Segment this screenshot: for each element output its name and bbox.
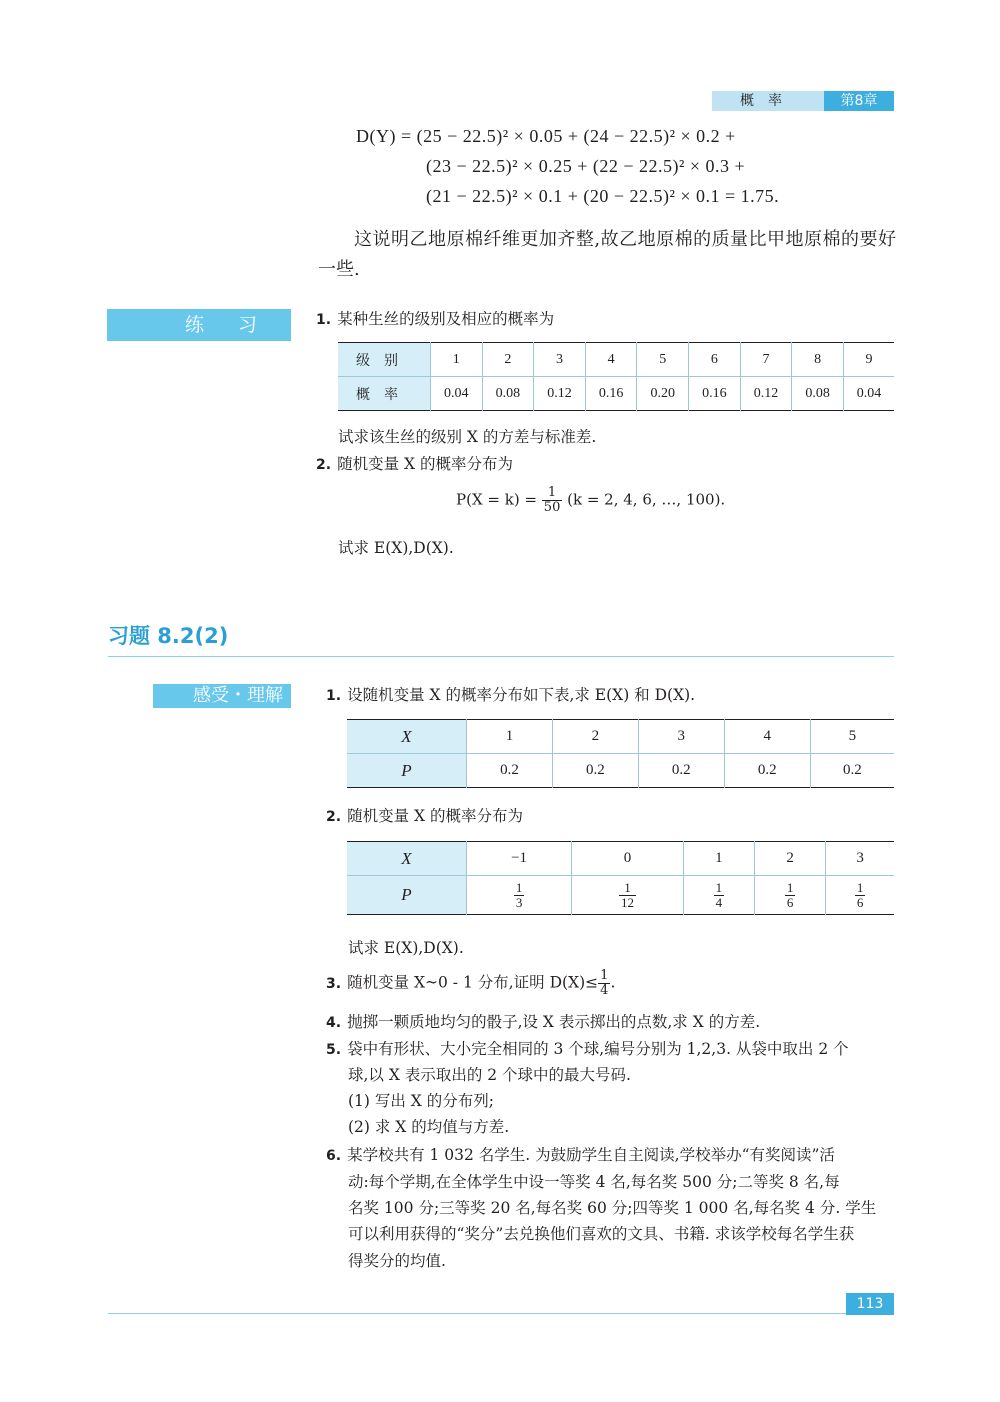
question-number: 5. [326, 1042, 342, 1058]
practice-q1-instruction: 试求该生丝的级别 X 的方差与标准差. [338, 428, 597, 446]
numerator: 1 [715, 879, 723, 895]
exercise-q2-instruction: 试求 E(X),D(X). [348, 939, 464, 957]
denominator: 4 [600, 983, 609, 998]
question-text: 设随机变量 X 的概率分布如下表,求 E(X) 和 D(X). [347, 686, 696, 704]
conclusion-paragraph: 这说明乙地原棉纤维更加齐整,故乙地原棉的质量比甲地原棉的要好一些. [318, 229, 896, 280]
table-cell: 0.12 [740, 377, 792, 411]
table-cell [572, 876, 684, 915]
denominator: 4 [715, 894, 723, 910]
question-text: 随机变量 X 的概率分布为 [347, 807, 523, 825]
exercise-question-5 [326, 1037, 849, 1062]
exercise-q6-line-3: 名奖 100 分;三等奖 20 名,每名奖 60 分;四等奖 1 000 名,每名奖 4 分. 学生 [348, 1199, 877, 1217]
table-cell: 1 [683, 842, 754, 876]
table-cell: 0.04 [843, 377, 894, 411]
table-cell: 3 [826, 842, 894, 876]
table-cell: 4 [724, 720, 810, 754]
chapter-name: 概率 [712, 91, 824, 111]
row-header-grade: 级别 [338, 343, 431, 377]
question-number: 3. [326, 975, 342, 992]
table-cell [467, 876, 572, 915]
page-number: 113 [846, 1293, 894, 1315]
question-number: 1. [326, 688, 342, 704]
table-cell: 0.08 [792, 377, 844, 411]
table-cell: 0.20 [637, 377, 689, 411]
table-cell: 0.2 [552, 754, 638, 788]
question-text: 某种生丝的级别及相应的概率为 [337, 310, 555, 328]
question-number: 4. [326, 1015, 342, 1031]
table-cell: 8 [792, 343, 844, 377]
practice-q2-instruction: 试求 E(X),D(X). [338, 539, 454, 557]
table-row [347, 842, 894, 876]
question-end: . [610, 973, 616, 992]
fraction [619, 881, 636, 910]
numerator: 1 [619, 881, 636, 896]
question-text: 抛掷一颗质地均匀的骰子,设 X 表示掷出的点数,求 X 的方差. [347, 1013, 761, 1031]
question-number: 2. [326, 809, 342, 825]
variance-line-2: (23 − 22.5)² × 0.25 + (22 − 22.5)² × 0.3 + [426, 156, 746, 176]
practice-question-2 [316, 452, 513, 477]
question-text: 随机变量 X 的概率分布为 [337, 455, 513, 473]
fraction [855, 881, 866, 910]
exercise-q5-sub-1: (1) 写出 X 的分布列; [348, 1092, 494, 1110]
numerator: 1 [786, 879, 794, 895]
table-cell: 0.2 [810, 754, 894, 788]
denominator: 6 [856, 894, 864, 910]
numerator: 1 [515, 879, 523, 895]
table-row [347, 720, 894, 754]
fraction [714, 881, 725, 910]
practice-tag: 练 习 [107, 309, 291, 341]
exercise-question-4 [326, 1010, 760, 1035]
table-cell: 0.16 [689, 377, 741, 411]
table-cell: 7 [740, 343, 792, 377]
table-cell: 1 [431, 343, 483, 377]
table-cell: 5 [637, 343, 689, 377]
exercise-question-6 [326, 1143, 835, 1168]
exercise-q5-line-2: 球,以 X 表示取出的 2 个球中的最大号码. [348, 1066, 631, 1084]
row-header-x: X [347, 720, 467, 754]
row-header-p: P [347, 876, 467, 915]
table-cell: 1 [467, 720, 553, 754]
numerator: 1 [856, 879, 864, 895]
table-cell: 9 [843, 343, 894, 377]
formula-left: P(X = k) = [456, 490, 538, 509]
table-row [347, 754, 894, 788]
table-cell: 0.08 [482, 377, 534, 411]
numerator: 1 [600, 968, 609, 983]
exercise-q6-line-4: 可以利用获得的“奖分”去兑换他们喜欢的文具、书籍. 求该学校每名学生获 [348, 1225, 855, 1243]
table-cell: 0.12 [534, 377, 586, 411]
table-row [338, 343, 894, 377]
table-cell: 2 [482, 343, 534, 377]
table-cell: 3 [534, 343, 586, 377]
exercise-question-2 [326, 804, 523, 829]
table-cell: 0.2 [638, 754, 724, 788]
practice-question-1 [316, 307, 554, 332]
fraction [542, 486, 563, 515]
denominator: 12 [620, 894, 634, 910]
variance-line-1: D(Y) = (25 − 22.5)² × 0.05 + (24 − 22.5)² × 0.2 + [356, 126, 736, 146]
distribution-formula [456, 486, 725, 515]
row-header-probability: 概率 [338, 377, 431, 411]
footer-line [108, 1313, 846, 1314]
variance-line-3: (21 − 22.5)² × 0.1 + (20 − 22.5)² × 0.1 = 1.75. [426, 186, 780, 206]
table-cell [683, 876, 754, 915]
question-number: 1. [316, 312, 332, 328]
exercise-q6-line-2: 动:每个学期,在全体学生中设一等奖 4 名,每名奖 500 分;二等奖 8 名,每 [348, 1173, 840, 1191]
question-text: 袋中有形状、大小完全相同的 3 个球,编号分别为 1,2,3. 从袋中取出 2 个 [347, 1040, 849, 1058]
question-text: 随机变量 X~0 - 1 分布,证明 D(X)≤ [347, 973, 599, 992]
row-header-p: P [347, 754, 467, 788]
question-text: 某学校共有 1 032 名学生. 为鼓励学生自主阅读,学校举办“有奖阅读”活 [347, 1146, 835, 1164]
denominator: 3 [515, 894, 523, 910]
table-cell: 0.2 [724, 754, 810, 788]
table-cell: 3 [638, 720, 724, 754]
table-row [347, 876, 894, 915]
exercise-q5-sub-2: (2) 求 X 的均值与方差. [348, 1118, 510, 1136]
table-row [338, 377, 894, 411]
table-cell: 0.16 [585, 377, 637, 411]
table-cell: 0.04 [431, 377, 483, 411]
denominator: 50 [543, 500, 561, 515]
chapter-number: 第8章 [824, 91, 894, 111]
table-cell: 0 [572, 842, 684, 876]
fraction [514, 881, 525, 910]
silk-grade-table [338, 342, 894, 411]
formula-right: (k = 2, 4, 6, …, 100). [567, 490, 726, 509]
question-number: 2. [316, 457, 332, 473]
distribution-table-1 [347, 719, 894, 788]
row-header-x: X [347, 842, 467, 876]
table-cell: 6 [689, 343, 741, 377]
table-cell: 2 [552, 720, 638, 754]
exercise-question-1 [326, 683, 695, 708]
fraction [598, 969, 610, 998]
question-number: 6. [326, 1148, 342, 1164]
table-cell [755, 876, 826, 915]
denominator: 6 [786, 894, 794, 910]
table-cell: −1 [467, 842, 572, 876]
fraction [785, 881, 796, 910]
numerator: 1 [542, 486, 563, 501]
table-cell: 0.2 [467, 754, 553, 788]
exercise-question-3 [326, 969, 615, 998]
table-cell: 5 [810, 720, 894, 754]
table-cell [826, 876, 894, 915]
distribution-table-2 [347, 841, 894, 915]
exercise-title: 习题 8.2(2) [108, 624, 229, 648]
table-cell: 4 [585, 343, 637, 377]
table-cell: 2 [755, 842, 826, 876]
section-divider [108, 656, 894, 657]
exercise-q6-line-5: 得奖分的均值. [348, 1252, 446, 1270]
understanding-tag: 感受・理解 [153, 684, 291, 708]
